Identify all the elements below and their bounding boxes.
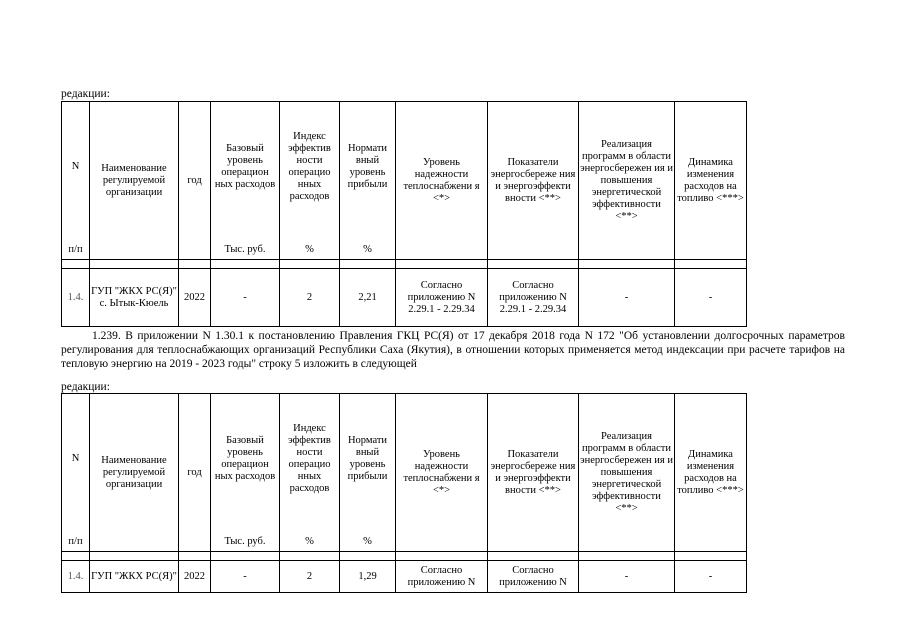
org-name: ГУП "ЖКХ РС(Я)" xyxy=(91,285,177,297)
fuel-cell: - xyxy=(675,561,747,593)
header-profit-level: Нормати вный уровень прибыли xyxy=(340,102,396,233)
header-programs: Реализация программ в области энергосбережен ия и повышения энергетической эффективности <**> xyxy=(579,102,675,260)
header-org-name: Наименование регулируемой организации xyxy=(90,394,179,552)
header-reliability: Уровень надежности теплоснабжени я <*> xyxy=(396,394,488,552)
unit-index: % xyxy=(280,233,340,260)
fuel-cell: - xyxy=(675,269,747,327)
unit-base: Тыс. руб. xyxy=(211,525,280,552)
base-cell: - xyxy=(211,561,280,593)
header-n: N xyxy=(62,394,90,525)
header-year: год xyxy=(179,394,211,552)
index-cell: 2 xyxy=(280,561,340,593)
base-cell: - xyxy=(211,269,280,327)
header-reliability: Уровень надежности теплоснабжени я <*> xyxy=(396,102,488,260)
header-base-expenses: Базовый уровень операцион ных расходов xyxy=(211,394,280,525)
header-fuel-dynamics: Динамика изменения расходов на топливо <***> xyxy=(675,102,747,260)
org-location: с. Ытык-Кюель xyxy=(99,297,169,309)
header-energy-saving: Показатели энергосбереже ния и энергоэффекти вности <**> xyxy=(488,394,579,552)
year-cell: 2022 xyxy=(179,561,211,593)
index-cell: 2 xyxy=(280,269,340,327)
programs-cell: - xyxy=(579,269,675,327)
text-fragment-end: редакции: xyxy=(61,381,110,393)
parameters-table-2 xyxy=(61,393,747,593)
text-fragment-top: редакции: xyxy=(61,88,110,100)
header-n: N xyxy=(62,102,90,233)
energy-cell: Согласно приложению N 2.29.1 - 2.29.34 xyxy=(488,269,579,327)
header-n-sub: п/п xyxy=(62,525,90,552)
unit-base: Тыс. руб. xyxy=(211,233,280,260)
org-name: ГУП "ЖКХ РС(Я)" xyxy=(91,570,177,582)
header-org-name: Наименование регулируемой организации xyxy=(90,102,179,260)
header-efficiency-index: Индекс эффектив ности операцио нных расходов xyxy=(280,394,340,525)
reliability-cell: Согласно приложению N xyxy=(396,561,488,593)
org-name-cell xyxy=(90,269,179,327)
unit-profit: % xyxy=(340,525,396,552)
reliability-cell: Согласно приложению N 2.29.1 - 2.29.34 xyxy=(396,269,488,327)
org-name-cell xyxy=(90,561,179,593)
unit-profit: % xyxy=(340,233,396,260)
parameters-table-1 xyxy=(61,101,747,327)
header-energy-saving: Показатели энергосбереже ния и энергоэффекти вности <**> xyxy=(488,102,579,260)
header-n-sub: п/п xyxy=(62,233,90,260)
year-cell: 2022 xyxy=(179,269,211,327)
header-year: год xyxy=(179,102,211,260)
row-number: 1.4. xyxy=(62,269,90,327)
header-fuel-dynamics: Динамика изменения расходов на топливо <***> xyxy=(675,394,747,552)
header-profit-level: Нормати вный уровень прибыли xyxy=(340,394,396,525)
programs-cell: - xyxy=(579,561,675,593)
unit-index: % xyxy=(280,525,340,552)
table-row xyxy=(62,561,747,593)
header-programs: Реализация программ в области энергосбережен ия и повышения энергетической эффективности <**> xyxy=(579,394,675,552)
header-efficiency-index: Индекс эффектив ности операцио нных расходов xyxy=(280,102,340,233)
energy-cell: Согласно приложению N xyxy=(488,561,579,593)
row-number: 1.4. xyxy=(62,561,90,593)
table-row xyxy=(62,269,747,327)
header-base-expenses: Базовый уровень операцион ных расходов xyxy=(211,102,280,233)
amendment-paragraph: 1.239. В приложении N 1.30.1 к постановлению Правления ГКЦ РС(Я) от 17 декабря 2018 года N 172 "Об установлении долгосрочных параметров регулирования для теплоснабжающих организаций Республики Саха (Якутия), в отношении которых применяется метод индексации при расчете тарифов на тепловую энергию на 2019 - 2023 годы" строку 5 изложить в следующей xyxy=(61,330,845,370)
profit-cell: 1,29 xyxy=(340,561,396,593)
profit-cell: 2,21 xyxy=(340,269,396,327)
